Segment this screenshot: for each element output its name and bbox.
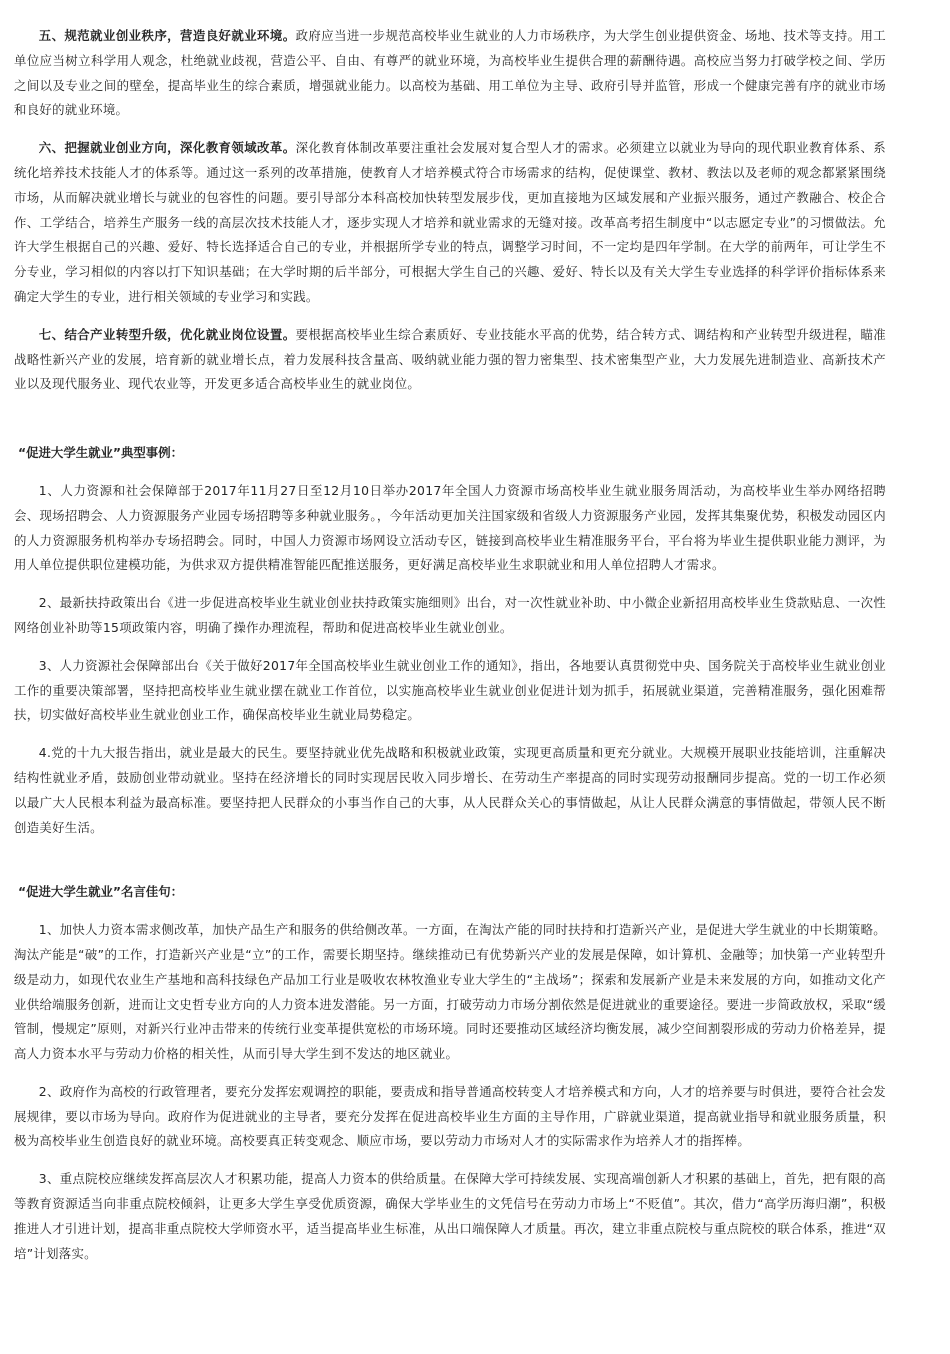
case-item-4: 4.党的十九大报告指出，就业是最大的民生。要坚持就业优先战略和积极就业政策，实现更高质量和更充分就业。大规模开展职业技能培训，注重解决结构性就业矛盾，鼓励创业带动就业。坚持在经济增长的同时实现居民收入同步增长、在劳动生产率提高的同时实现劳动报酬同步提高。党的一切工作必须以最广大人民根本利益为最高标准。要坚持把人民群众的小事当作自己的大事，从人民群众关心的事情做起，从让人民群众满意的事情做起，带领人民不断创造美好生活。 (14, 745, 886, 835)
quotes-section-heading: “促进大学生就业”名言佳句： (18, 884, 183, 900)
quote-item-1: 1、加快人力资本需求侧改革，加快产品生产和服务的供给侧改革。一方面，在淘汰产能的同时扶持和打造新兴产业，是促进大学生就业的中长期策略。淘汰产能是“破”的工作，打造新兴产业是“立”的工作，需要长期坚持。继续推动已有优势新兴产业的发展是保障，如计算机、金融等；加快第一产业转型升级是动力，如现代农业生产基地和高科技绿色产品加工行业是吸收农林牧渔业专业大学生的“主战场”；探索和发展新产业是未来发展的方向，如推动文化产业供给端服务创新，进而让文史哲专业方向的人力资本进发潜能。另一方面，打破劳动力市场分割依然是促进就业的重要途径。要进一步简政放权，采取“缓管制，慢规定”原则，对新兴行业冲击带来的传统行业变革提供宽松的市场环境。同时还要推动区域经济均衡发展，减少空间割裂形成的劳动力价格差异，提高人力资本水平与劳动力价格的相关性，从而引导大学生到不发达的地区就业。 (14, 922, 886, 1062)
measure-5-heading: 五、规范就业创业秩序，营造良好就业环境。 (38, 28, 296, 43)
measure-6-paragraph (14, 136, 886, 310)
case-item-3: 3、人力资源社会保障部出台《关于做好2017年全国高校毕业生就业创业工作的通知》，指出，各地要认真贯彻党中央、国务院关于高校毕业生就业创业工作的重要决策部署，坚持把高校毕业生就业摆在就业工作首位，以实施高校毕业生就业创业促进计划为抓手，拓展就业渠道，完善精准服务，强化困难帮扶，切实做好高校毕业生就业创业工作，确保高校毕业生就业局势稳定。 (14, 657, 886, 723)
case-item-2: 2、最新扶持政策出台《进一步促进高校毕业生就业创业扶持政策实施细则》出台，对一次性就业补助、中小微企业新招用高校毕业生贷款贴息、一次性网络创业补助等15项政策内容，明确了操作办理流程，帮助和促进高校毕业生就业创业。 (14, 595, 886, 635)
measure-6-text: 深化教育体制改革要注重社会发展对复合型人才的需求。必须建立以就业为导向的现代职业教育体系、系统化培养技术技能人才的体系等。通过这一系列的改革措施，使教育人才培养模式符合市场需求的结构，促使课堂、教材、教法以及老师的观念都紧紧围绕市场，从而解决就业增长与就业的包容性的问题。要引导部分本科高校加快转型发展步伐，更加直接地为区域发展和产业振兴服务，通过产教融合、校企合作、工学结合，培养生产服务一线的高层次技术技能人才，逐步实现人才培养和就业需求的无缝对接。改革高考招生制度中“以志愿定专业”的习惯做法。允许大学生根据自己的兴趣、爱好、特长选择适合自己的专业，并根据所学专业的特点，调整学习时间，不一定均是四年学制。在大学的前两年，可让学生不分专业，学习相似的内容以打下知识基础；在大学时期的后半部分，可根据大学生自己的兴趣、爱好、特长以及有关大学生专业选择的科学评价指标体系来确定大学生的专业，进行相关领域的专业学习和实践。 (14, 140, 886, 304)
measure-7-text: 要根据高校毕业生综合素质好、专业技能水平高的优势，结合转方式、调结构和产业转型升级进程，瞄准战略性新兴产业的发展，培育新的就业增长点，着力发展科技含量高、吸纳就业能力强的智力密集型、技术密集型产业，大力发展先进制造业、高新技术产业以及现代服务业、现代农业等，开发更多适合高校毕业生的就业岗位。 (14, 326, 886, 392)
measure-7-paragraph (14, 323, 886, 397)
cases-section-heading: “促进大学生就业”典型事例： (18, 445, 183, 461)
quote-item-3: 3、重点院校应继续发挥高层次人才积累功能，提高人力资本的供给质量。在保障大学可持续发展、实现高端创新人才积累的基础上，首先，把有限的高等教育资源适当向非重点院校倾斜，让更多大学生享受优质资源，确保大学毕业生的文凭信号在劳动力市场上“不贬值”。其次，借力“高学历海归潮”，积极推进人才引进计划，提高非重点院校大学师资水平，适当提高毕业生标准，从出口端保障人才质量。再次，建立非重点院校与重点院校的联合体系，推进“双培”计划落实。 (14, 1171, 886, 1261)
quote-item-2: 2、政府作为高校的行政管理者，要充分发挥宏观调控的职能，要责成和指导普通高校转变人才培养模式和方向，人才的培养要与时俱进，要符合社会发展规律，要以市场为导向。政府作为促进就业的主导者，要充分发挥在促进高校毕业生方面的主导作用，广辟就业渠道，提高就业指导和就业服务质量，积极为高校毕业生创造良好的就业环境。高校要真正转变观念、顺应市场，要以劳动力市场对人才的实际需求作为培养人才的指挥棒。 (14, 1083, 886, 1149)
measure-5-text: 政府应当进一步规范高校毕业生就业的人力市场秩序，为大学生创业提供资金、场地、技术等支持。用工单位应当树立科学用人观念，杜绝就业歧视，营造公平、自由、有尊严的就业环境，为高校毕业生提供合理的薪酬待遇。高校应当努力打破学校之间、学历之间以及专业之间的壁垒，提高毕业生的综合素质，增强就业能力。以高校为基础、用工单位为主导、政府引导并监管，形成一个健康完善有序的就业市场和良好的就业环境。 (14, 28, 886, 118)
measure-6-heading: 六、把握就业创业方向，深化教育领域改革。 (38, 140, 296, 156)
measure-5-paragraph (14, 24, 886, 123)
measure-7-heading: 七、结合产业转型升级，优化就业岗位设置。 (38, 326, 296, 342)
case-item-1: 1、人力资源和社会保障部于2017年11月27日至12月10日举办2017年全国人力资源市场高校毕业生就业服务周活动，为高校毕业生举办网络招聘会、现场招聘会、人力资源服务产业园专场招聘等多种就业服务。，今年活动更加关注国家级和省级人力资源服务产业园，发挥其集聚优势，积极发动园区内的人力资源服务机构举办专场招聘会。同时，中国人力资源市场网设立活动专区，链接到高校毕业生精准服务平台，平台将为毕业生提供职业能力测评，为用人单位提供职位建模功能，为供求双方提供精准智能匹配推送服务，更好满足高校毕业生求职就业和用人单位招聘人才需求。 (14, 482, 886, 573)
